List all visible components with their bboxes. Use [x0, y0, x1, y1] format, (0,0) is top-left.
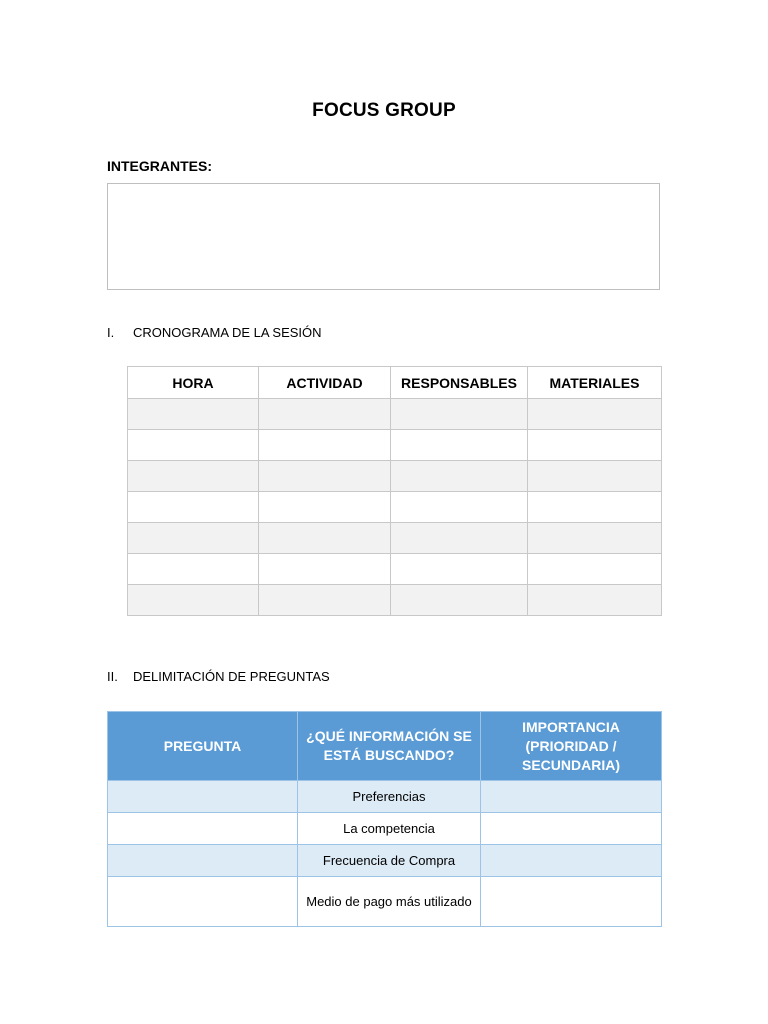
table-row [108, 813, 662, 845]
pregunta-cell[interactable] [108, 813, 298, 845]
hora-cell[interactable] [128, 585, 259, 616]
informacion-cell: Preferencias [298, 781, 481, 813]
hora-cell[interactable] [128, 399, 259, 430]
responsables-cell[interactable] [391, 461, 528, 492]
table-row [128, 461, 662, 492]
hora-cell[interactable] [128, 492, 259, 523]
column-header-pregunta: PREGUNTA [108, 712, 298, 781]
responsables-cell[interactable] [391, 523, 528, 554]
table-row [108, 781, 662, 813]
hora-cell[interactable] [128, 523, 259, 554]
informacion-cell: La competencia [298, 813, 481, 845]
pregunta-cell[interactable] [108, 877, 298, 927]
materiales-cell[interactable] [528, 461, 662, 492]
actividad-cell[interactable] [259, 492, 391, 523]
informacion-cell: Frecuencia de Compra [298, 845, 481, 877]
integrantes-box[interactable] [107, 183, 660, 290]
column-header-hora: HORA [128, 367, 259, 399]
actividad-cell[interactable] [259, 461, 391, 492]
table-row [108, 845, 662, 877]
actividad-cell[interactable] [259, 523, 391, 554]
table-row [128, 554, 662, 585]
actividad-cell[interactable] [259, 585, 391, 616]
section-title: DELIMITACIÓN DE PREGUNTAS [133, 669, 330, 684]
pregunta-cell[interactable] [108, 845, 298, 877]
table-header-row [108, 712, 662, 781]
hora-cell[interactable] [128, 554, 259, 585]
hora-cell[interactable] [128, 461, 259, 492]
integrantes-label: INTEGRANTES: [107, 158, 212, 174]
table-row [128, 399, 662, 430]
materiales-cell[interactable] [528, 492, 662, 523]
responsables-cell[interactable] [391, 554, 528, 585]
table-row [108, 877, 662, 927]
table-row [128, 585, 662, 616]
column-header-informacion: ¿QUÉ INFORMACIÓN SE ESTÁ BUSCANDO? [298, 712, 481, 781]
document-title: FOCUS GROUP [312, 100, 456, 121]
materiales-cell[interactable] [528, 523, 662, 554]
materiales-cell[interactable] [528, 399, 662, 430]
table-row [128, 430, 662, 461]
section-heading-preguntas [107, 669, 330, 684]
table-header-row [128, 367, 662, 399]
importancia-cell[interactable] [481, 813, 662, 845]
materiales-cell[interactable] [528, 585, 662, 616]
section-number: I. [107, 325, 115, 340]
schedule-table [127, 366, 662, 616]
materiales-cell[interactable] [528, 554, 662, 585]
section-number: II. [107, 669, 118, 684]
importancia-cell[interactable] [481, 781, 662, 813]
column-header-actividad: ACTIVIDAD [259, 367, 391, 399]
informacion-cell: Medio de pago más utilizado [298, 877, 481, 927]
responsables-cell[interactable] [391, 430, 528, 461]
table-row [128, 523, 662, 554]
hora-cell[interactable] [128, 430, 259, 461]
questions-table [107, 711, 662, 927]
column-header-importancia: IMPORTANCIA (PRIORIDAD / SECUNDARIA) [481, 712, 662, 781]
importancia-cell[interactable] [481, 845, 662, 877]
section-heading-cronograma [107, 325, 322, 340]
responsables-cell[interactable] [391, 399, 528, 430]
column-header-responsables: RESPONSABLES [391, 367, 528, 399]
section-title: CRONOGRAMA DE LA SESIÓN [133, 325, 322, 340]
column-header-materiales: MATERIALES [528, 367, 662, 399]
pregunta-cell[interactable] [108, 781, 298, 813]
actividad-cell[interactable] [259, 430, 391, 461]
actividad-cell[interactable] [259, 554, 391, 585]
actividad-cell[interactable] [259, 399, 391, 430]
responsables-cell[interactable] [391, 492, 528, 523]
table-row [128, 492, 662, 523]
materiales-cell[interactable] [528, 430, 662, 461]
responsables-cell[interactable] [391, 585, 528, 616]
importancia-cell[interactable] [481, 877, 662, 927]
